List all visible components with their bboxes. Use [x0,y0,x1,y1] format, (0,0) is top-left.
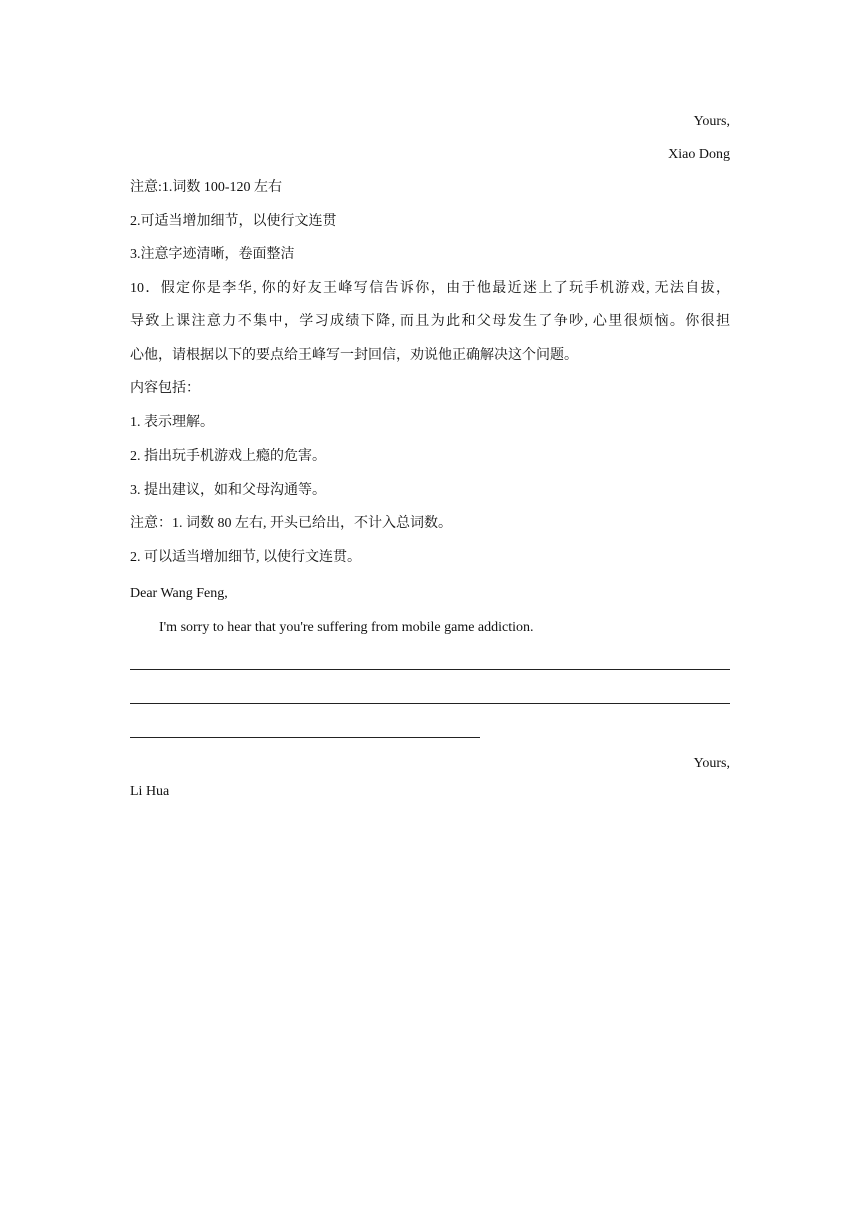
letter-closing: Yours, [693,756,730,771]
question-prompt-line-1: 10．假定你是李华, 你的好友王峰写信告诉你，由于他最近迷上了玩手机游戏, 无法自拔， [130,281,730,296]
letter-signature: Li Hua [130,784,170,799]
question-note-2: 2. 可以适当增加细节, 以使行文连贯。 [130,550,361,565]
previous-letter-closing: Yours, [693,114,730,129]
content-heading: 内容包括： [130,381,200,396]
previous-note-3: 3.注意字迹清晰，卷面整洁 [130,247,295,262]
previous-letter-signature: Xiao Dong [668,147,730,162]
previous-note-2: 2.可适当增加细节，以使行文连贯 [130,214,337,229]
answer-line-1 [130,669,730,670]
question-prompt-line-2: 导致上课注意力不集中，学习成绩下降, 而且为此和父母发生了争吵, 心里很烦恼。你很担 [130,314,730,329]
question-note-1: 注意：1. 词数 80 左右, 开头已给出，不计入总词数。 [130,516,452,531]
content-item-3: 3. 提出建议，如和父母沟通等。 [130,483,326,498]
letter-salutation: Dear Wang Feng, [130,586,228,601]
content-item-1: 1. 表示理解。 [130,415,214,430]
letter-opening-sentence: I'm sorry to hear that you're suffering from mobile game addiction. [159,620,534,635]
previous-note-1: 注意:1.词数 100-120 左右 [130,180,283,195]
content-item-2: 2. 指出玩手机游戏上瘾的危害。 [130,449,326,464]
answer-line-3 [130,737,480,738]
answer-line-2 [130,703,730,704]
question-prompt-line-3: 心他，请根据以下的要点给王峰写一封回信，劝说他正确解决这个问题。 [130,348,578,363]
